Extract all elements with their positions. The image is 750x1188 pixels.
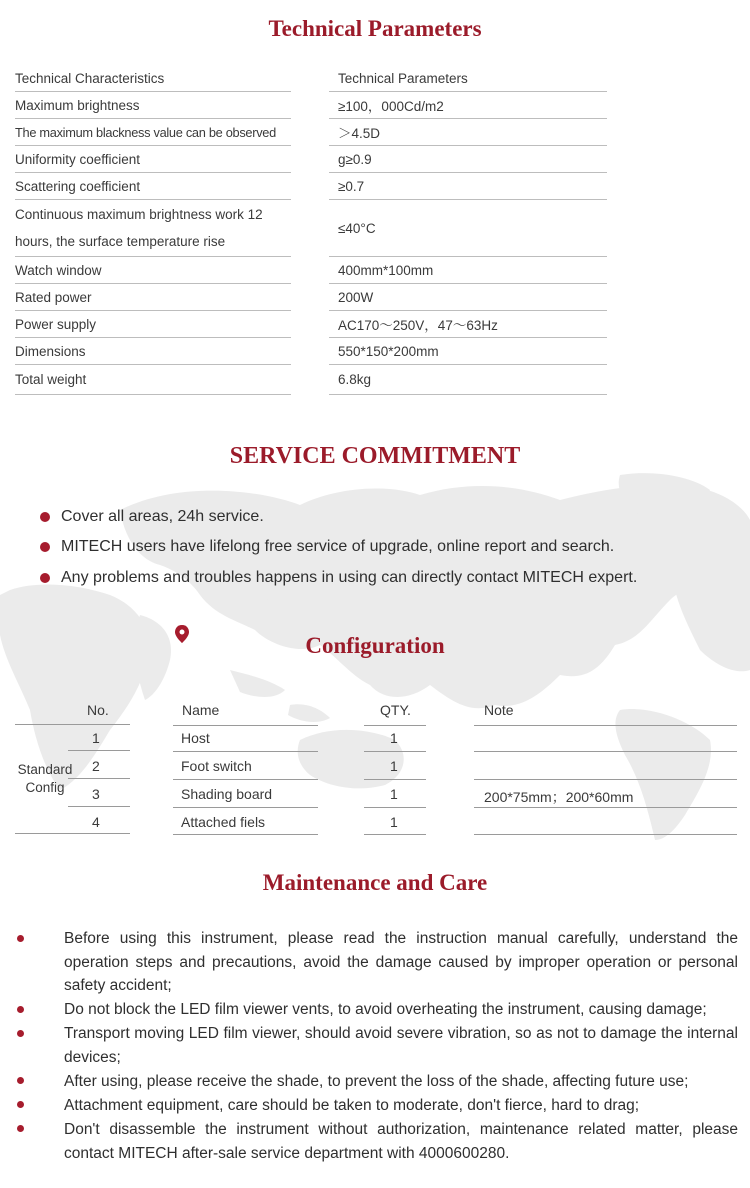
tech-label: Maximum brightness bbox=[15, 92, 291, 119]
config-row-no: 1 bbox=[92, 730, 100, 746]
tech-value: ＞4.5D bbox=[329, 119, 607, 146]
divider bbox=[474, 779, 737, 780]
divider bbox=[364, 725, 426, 726]
technical-parameters-title: Technical Parameters bbox=[268, 16, 482, 41]
bullet-dot bbox=[40, 542, 50, 552]
maintenance-item: Don't disassemble the instrument without authorization, maintenance related matter, please contact MITECH after-sale service department with 4000600280. bbox=[64, 1121, 738, 1162]
tech-value: ≤40°C bbox=[329, 200, 607, 257]
service-item bbox=[40, 538, 614, 556]
tech-value: 400mm*100mm bbox=[329, 257, 607, 284]
tech-label: Power supply bbox=[15, 311, 291, 338]
tech-value: AC170～250V，47～63Hz bbox=[329, 311, 607, 338]
config-row-name: Attached fiels bbox=[181, 814, 266, 830]
tech-label: Uniformity coefficient bbox=[15, 146, 291, 173]
service-item-text: MITECH users have lifelong free service of upgrade, online report and search. bbox=[61, 538, 615, 555]
configuration-title: Configuration bbox=[305, 633, 445, 658]
divider bbox=[173, 779, 318, 780]
maintenance-item: Before using this instrument, please read the instruction manual carefully, understand the operation steps and precautions, avoid the damage caused by improper operation or personal safety accident; bbox=[64, 930, 738, 994]
config-row-qty: 1 bbox=[390, 786, 398, 802]
divider bbox=[15, 724, 130, 725]
tech-value: 200W bbox=[329, 284, 607, 311]
tech-value: 6.8kg bbox=[329, 365, 607, 395]
divider bbox=[474, 751, 737, 752]
divider bbox=[364, 807, 426, 808]
divider bbox=[173, 807, 318, 808]
service-item bbox=[40, 569, 637, 587]
divider bbox=[474, 807, 737, 808]
bullet-dot bbox=[17, 1101, 24, 1108]
maintenance-item: Do not block the LED film viewer vents, to avoid overheating the instrument, causing damage; bbox=[64, 1001, 707, 1018]
config-row-qty: 1 bbox=[390, 814, 398, 830]
service-item bbox=[40, 508, 264, 526]
divider bbox=[364, 751, 426, 752]
bullet-dot bbox=[17, 1030, 24, 1037]
tech-value: ≥100，000Cd/m2 bbox=[329, 92, 607, 119]
divider bbox=[68, 778, 130, 779]
service-item-text: Any problems and troubles happens in using can directly contact MITECH expert. bbox=[61, 569, 638, 586]
config-row-name: Shading board bbox=[181, 786, 273, 802]
maintenance-item: After using, please receive the shade, to prevent the loss of the shade, affecting future use; bbox=[64, 1073, 689, 1090]
tech-label: The maximum blackness value can be observed bbox=[15, 119, 291, 146]
bullet-dot bbox=[40, 573, 50, 583]
config-row-no: 3 bbox=[92, 786, 100, 802]
tech-label: Rated power bbox=[15, 284, 291, 311]
maintenance-item: Transport moving LED film viewer, should avoid severe vibration, so as not to damage the internal devices; bbox=[64, 1025, 738, 1066]
maintenance-item: Attachment equipment, care should be taken to moderate, don't fierce, hard to drag; bbox=[64, 1097, 640, 1114]
config-row-name: Host bbox=[181, 730, 210, 746]
config-row-no: 4 bbox=[92, 814, 100, 830]
divider bbox=[474, 725, 737, 726]
tech-value: Technical Parameters bbox=[329, 65, 607, 92]
service-commitment-title: SERVICE COMMITMENT bbox=[229, 443, 521, 469]
divider bbox=[364, 834, 426, 835]
bullet-dot bbox=[17, 1006, 24, 1013]
divider bbox=[68, 750, 130, 751]
divider bbox=[364, 779, 426, 780]
config-header-note: Note bbox=[484, 702, 514, 718]
config-header-name: Name bbox=[182, 702, 220, 718]
config-row-no: 2 bbox=[92, 758, 100, 774]
tech-label: Watch window bbox=[15, 257, 291, 284]
config-row-name: Foot switch bbox=[181, 758, 252, 774]
divider bbox=[173, 725, 318, 726]
config-row-note: 200*75mm；200*60mm bbox=[484, 789, 634, 805]
tech-label: Technical Characteristics bbox=[15, 65, 291, 92]
bullet-dot bbox=[17, 935, 24, 942]
service-item-text: Cover all areas, 24h service. bbox=[61, 508, 264, 525]
tech-value: g≥0.9 bbox=[329, 146, 607, 173]
config-header-qty: QTY. bbox=[380, 702, 411, 718]
tech-label: Total weight bbox=[15, 365, 291, 395]
config-row-qty: 1 bbox=[390, 758, 398, 774]
bullet-dot bbox=[17, 1077, 24, 1084]
config-group-label: Standard Config bbox=[17, 762, 73, 795]
tech-label: Continuous maximum brightness work 12 hours, the surface temperature rise bbox=[15, 200, 291, 257]
maintenance-title: Maintenance and Care bbox=[262, 870, 488, 895]
config-row-qty: 1 bbox=[390, 730, 398, 746]
divider bbox=[68, 806, 130, 807]
bullet-dot bbox=[17, 1125, 24, 1132]
divider bbox=[15, 833, 130, 834]
bullet-dot bbox=[40, 512, 50, 522]
tech-value: 550*150*200mm bbox=[329, 338, 607, 365]
tech-value: ≥0.7 bbox=[329, 173, 607, 200]
divider bbox=[474, 834, 737, 835]
tech-label: Dimensions bbox=[15, 338, 291, 365]
divider bbox=[173, 834, 318, 835]
divider bbox=[173, 751, 318, 752]
tech-label: Scattering coefficient bbox=[15, 173, 291, 200]
config-header-no: No. bbox=[87, 702, 109, 718]
